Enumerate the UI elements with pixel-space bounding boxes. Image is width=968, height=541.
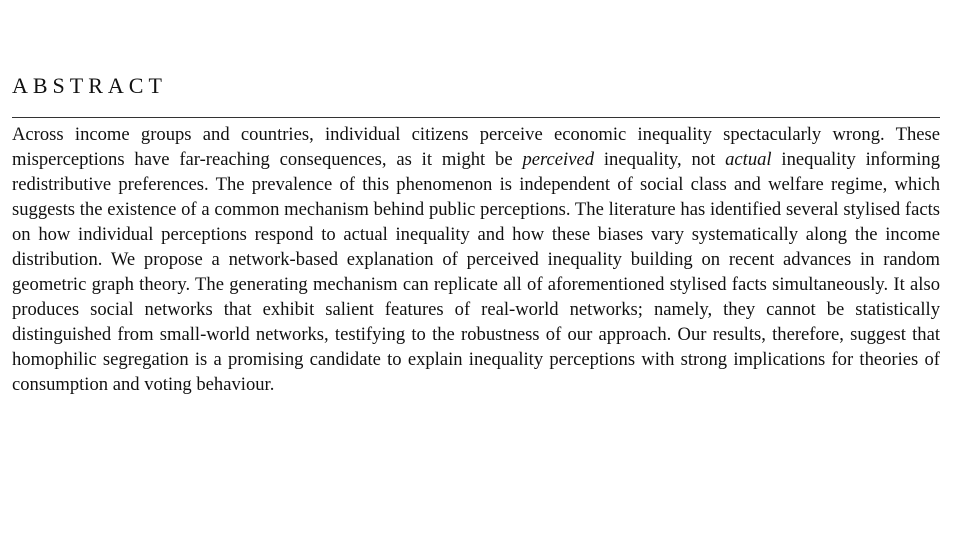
abstract-text-part-2: inequality, not [594,149,726,170]
abstract-emphasis-perceived: perceived [522,149,595,170]
abstract-text-part-3: inequality informing redistributive preferences. The prevalence of this phenomenon is independent of social class and welfare regime, which suggests the existence of a common mechanism behind public perceptions. The literature has identified several stylised facts on how individual perceptions respond to actual inequality and how these biases vary systematically along the income distribution. We propose a network-based explanation of perceived inequality building on recent advances in random geometric graph theory. The generating mechanism can replicate all of aforementioned stylised facts simultaneously. It also produces social networks that exhibit salient features of real-world networks; namely, they cannot be statistically distinguished from small-world networks, testifying to the robustness of our approach. Our results, therefore, suggest that homophilic segregation is a promising candidate to explain inequality perceptions with strong implications for theories of consumption and voting behaviour. [12,149,940,395]
abstract-text-part-1: Across income groups and countries, individual citizens perceive economic inequality spectacularly wrong. These misperceptions have far-reaching consequences, as it might be [12,124,940,170]
heading-divider [12,117,940,118]
abstract-section [12,72,940,416]
abstract-text [12,122,940,397]
abstract-heading: ABSTRACT [12,73,167,98]
abstract-emphasis-actual: actual [725,149,772,170]
